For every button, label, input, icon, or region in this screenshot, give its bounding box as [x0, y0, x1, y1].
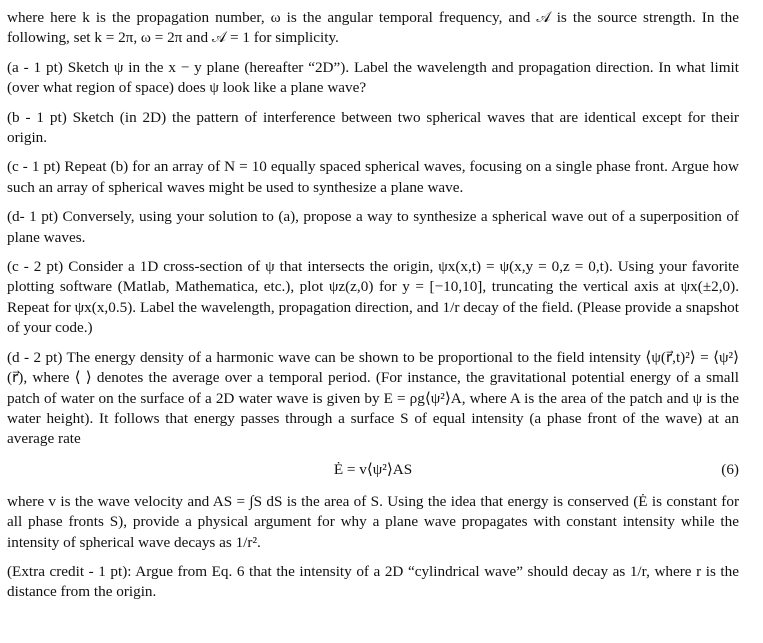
part-d2-paragraph: (d - 2 pt) The energy density of a harmonic wave can be shown to be proportional to the field intensity ⟨ψ(r⃗,t)²⟩ = ⟨ψ²⟩(r⃗), where ⟨ ⟩ denotes the average over a temporal period. (For instance, the gravitational potential energy of a small patch of water on the surface of a 2D water wave is given by E = ρg⟨ψ²⟩A, where A is the area of the patch and ψ is the water height). It follows that energy passes through a surface S of equal intensity (a phase front of the wave) at an average rate [7, 348, 739, 448]
extra-credit-paragraph: (Extra credit - 1 pt): Argue from Eq. 6 that the intensity of a 2D “cylindrical wave” should decay as 1/r, where r is the distance from the origin. [7, 562, 739, 601]
intro-paragraph: where here k is the propagation number, ω is the angular temporal frequency, and 𝒜 is the source strength. In the following, set k = 2π, ω = 2π and 𝒜 = 1 for simplicity. [7, 9, 739, 47]
equation-number: (6) [721, 460, 739, 478]
part-c2-paragraph: (c - 2 pt) Consider a 1D cross-section of ψ that intersects the origin, ψx(x,t) = ψ(x,y = 0,z = 0,t). Using your favorite plotting software (Matlab, Mathematica, etc.), plot ψz(z,0) for y = [−10,10], truncating the vertical axis at ψx(±2,0). Repeat for ψx(x,0.5). Label the wavelength, propagation direction, and 1/r decay of the field. (Please provide a snapshot of your code.) [7, 258, 739, 337]
equation-6 [7, 460, 739, 484]
part-c-paragraph: (c - 1 pt) Repeat (b) for an array of N = 10 equally spaced spherical waves, focusing on a single phase front. Argue how such an array of spherical waves might be used to synthesize a plane wave. [7, 158, 739, 196]
equation-body: Ė = v⟨ψ²⟩AS [333, 460, 413, 478]
part-d-paragraph: (d- 1 pt) Conversely, using your solution to (a), propose a way to synthesize a spherical wave out of a superposition of plane waves. [7, 208, 739, 246]
part-a-paragraph: (a - 1 pt) Sketch ψ in the x − y plane (hereafter “2D”). Label the wavelength and propagation direction. In what limit (over what region of space) does ψ look like a plane wave? [7, 58, 739, 97]
part-b-paragraph: (b - 1 pt) Sketch (in 2D) the pattern of interference between two spherical waves that are identical except for their origin. [7, 108, 739, 147]
after-equation-paragraph: where v is the wave velocity and AS = ∫S dS is the area of S. Using the idea that energy is conserved (Ė is constant for all phase fronts S), provide a physical argument for why a plane wave propagates with constant intensity while the intensity of spherical wave decays as 1/r². [7, 492, 739, 551]
